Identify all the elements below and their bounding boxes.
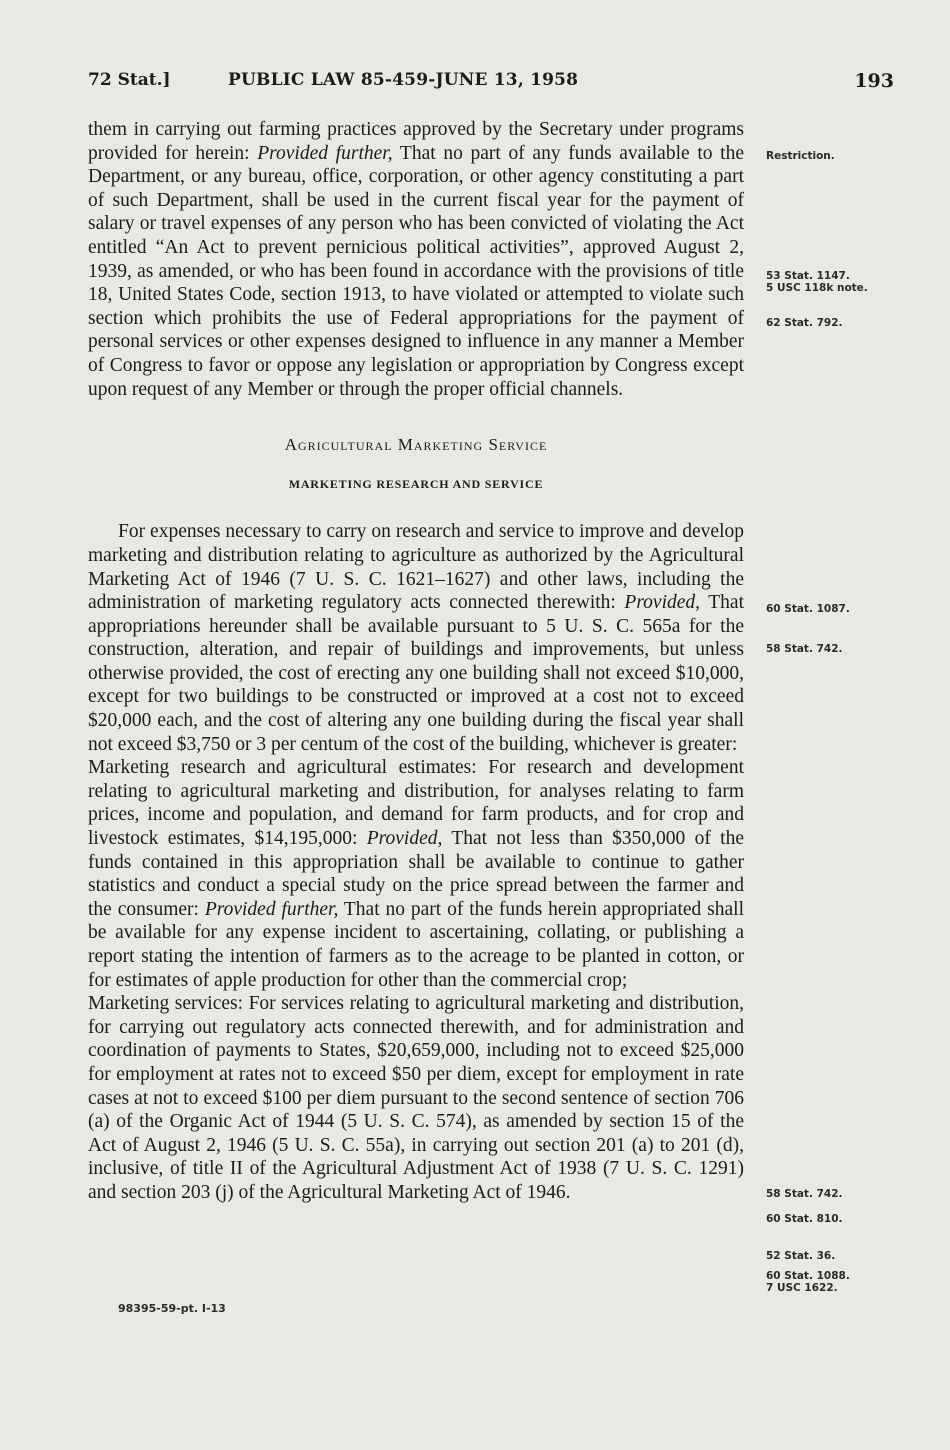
paragraph-expenses: For expenses necessary to carry on research and service to improve and develop marketing and distribution relating to agriculture as authorized by the Agricultural Marketing Act of 1946 (7 U. S. C. 1621–1627) and other laws, including the administration of marketing regulatory acts connected therewith: Provided, That appropriations hereunder shall be available pursuant to 5 U. S. C. 565a for the construction, alteration, and repair of buildings and improvements, but unless otherwise provided, the cost of erecting any one building shall not exceed $10,000, except for two buildings to be constructed or improved at a cost not to exceed $20,000 each, and the cost of altering any one building during the fiscal year shall not exceed $3,750 or 3 per centum of the cost of the building, whichever is greater: — [88, 521, 744, 755]
margin-note-60-stat-1088: 60 Stat. 1088. — [766, 1270, 850, 1282]
paragraph-restriction: them in carrying out farming practices approved by the Secretary under programs provided for herein: Provided further, That no part of any funds available to the Department, or any bureau, office, corporation, or other agency constituting a part of such Department, shall be used in the current fiscal year for the payment of salary or travel expenses of any person who has been convicted of violating the Act entitled “An Act to prevent pernicious political activities”, approved August 2, 1939, as amended, or who has been found in accordance with the provisions of title 18, United States Code, section 1913, to have violated or attempted to violate such section which prohibits the use of Federal appropriations for the payment of personal services or other expenses designed to influence in any manner a Member of Congress to favor or oppose any legislation or appropriation by Congress except upon request of any Member or through the proper official channels. — [88, 119, 745, 400]
margin-note-5-usc-118k: 5 USC 118k note. — [766, 282, 868, 294]
margin-note-60-stat-810: 60 Stat. 810. — [766, 1213, 843, 1225]
margin-note-60-stat-1087: 60 Stat. 1087. — [766, 603, 850, 615]
page-title: PUBLIC LAW 85-459-JUNE 13, 1958 — [228, 70, 579, 90]
margin-note-restriction: Restriction. — [766, 150, 835, 162]
page-number: 193 — [854, 70, 894, 92]
volume-citation: 72 Stat.] — [88, 70, 171, 90]
margin-note-62-stat-792: 62 Stat. 792. — [766, 317, 843, 329]
margin-note-58-stat-742-b: 58 Stat. 742. — [766, 1188, 843, 1200]
footer-print-code: 98395-59-pt. I-13 — [118, 1302, 226, 1315]
margin-note-53-stat-1147: 53 Stat. 1147. — [766, 270, 850, 282]
margin-note-7-usc-1622: 7 USC 1622. — [766, 1282, 838, 1294]
paragraph-marketing-research: Marketing research and agricultural estimates: For research and development relating to agricultural marketing and distribution, for analyses relating to farm prices, income and population, and demand for farm products, and for crop and livestock estimates, $14,195,000: Provided, That not less than $350,000 of the funds contained in this appropriation shall be available to continue to gather statistics and conduct a special study on the price spread between the farmer and the consumer: Provided further, That no part of the funds herein appropriated shall be available for any expense incident to ascertaining, collating, or publishing a report stating the intention of farmers as to the acreage to be planted in cotton, or for estimates of apple production for other than the commercial crop; — [88, 757, 745, 991]
margin-note-58-stat-742: 58 Stat. 742. — [766, 643, 843, 655]
paragraph-marketing-services: Marketing services: For services relating to agricultural marketing and distribution, for carrying out regulatory acts connected therewith, and for administration and coordination of payments to States, $20,659,000, including not to exceed $25,000 for employment at rates not to exceed $50 per diem, except for employment in rate cases at not to exceed $100 per diem pursuant to the second sentence of section 706 (a) of the Organic Act of 1944 (5 U. S. C. 574), as amended by section 15 of the Act of August 2, 1946 (5 U. S. C. 55a), in carrying out section 201 (a) to 201 (d), inclusive, of title II of the Agricultural Adjustment Act of 1938 (7 U. S. C. 1291) and section 203 (j) of the Agricultural Marketing Act of 1946. — [88, 993, 744, 1203]
document-body — [88, 118, 744, 1205]
page-header — [88, 70, 894, 100]
sub-heading: MARKETING RESEARCH AND SERVICE — [288, 476, 544, 491]
section-heading: Agricultural Marketing Service — [284, 435, 548, 455]
margin-note-52-stat-36: 52 Stat. 36. — [766, 1250, 836, 1262]
